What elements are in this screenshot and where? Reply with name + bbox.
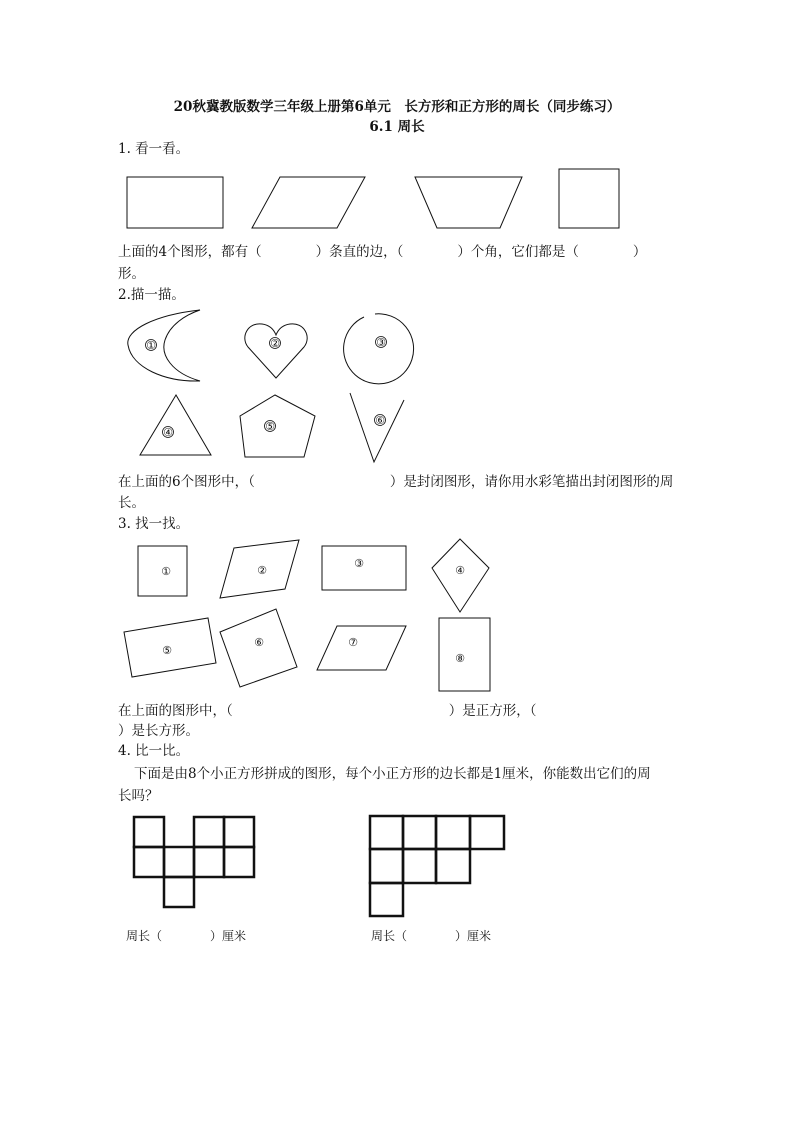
- q4-label: 4. 比一比。: [118, 743, 190, 759]
- q2-shape-crescent: [128, 310, 200, 381]
- q2-shape-triangle: [140, 395, 211, 455]
- q3-text-line1: 在上面的图形中，（ ）是正方形，（: [118, 703, 537, 719]
- q2-label: 2.描一描。: [118, 287, 185, 303]
- q4-answer-right: 周长（ ）厘米: [371, 929, 492, 943]
- q1-trapezoid: [415, 177, 522, 228]
- q2-num-5: ⑤: [265, 420, 275, 433]
- grid-cell: [403, 849, 436, 883]
- grid-cell: [403, 816, 436, 849]
- q2-num-3: ③: [376, 336, 386, 349]
- grid-cell: [370, 816, 403, 849]
- q3-num-8: ⑧: [455, 652, 465, 665]
- q4-figure-right: [370, 816, 504, 916]
- q2-shape-heart: [245, 324, 307, 378]
- q2-shape-open-v: [350, 393, 404, 462]
- grid-cell: [134, 847, 164, 877]
- grid-cell: [436, 849, 470, 883]
- grid-cell: [370, 883, 403, 916]
- q2-shape-pentagon: [240, 395, 315, 457]
- q2-num-6: ⑥: [375, 414, 385, 427]
- q1-text-line1: 上面的4个图形，都有（ ）条直的边，（ ）个角，它们都是（ ）: [118, 244, 647, 260]
- q1-square: [559, 169, 619, 228]
- q4-answer-left: 周长（ ）厘米: [126, 929, 247, 943]
- q1-label: 1. 看一看。: [118, 141, 190, 157]
- q3-shape-7: [317, 626, 406, 670]
- q3-num-5: ⑤: [162, 644, 172, 657]
- grid-cell: [134, 817, 164, 847]
- grid-cell: [164, 847, 194, 877]
- q3-label: 3. 找一找。: [118, 516, 190, 532]
- q3-num-2: ②: [257, 564, 267, 577]
- grid-cell: [224, 847, 254, 877]
- q3-num-7: ⑦: [348, 636, 358, 649]
- q2-num-2: ②: [270, 337, 280, 350]
- q2-text-line2: 长。: [118, 495, 145, 511]
- page-subtitle: 6.1 周长: [369, 119, 425, 135]
- q2-num-4: ④: [163, 426, 173, 439]
- grid-cell: [164, 877, 194, 907]
- q3-num-3: ③: [354, 557, 364, 570]
- q3-shape-3: [322, 546, 406, 590]
- q4-text-line2: 长吗？: [118, 788, 159, 804]
- grid-cell: [370, 849, 403, 883]
- page-title: 20秋冀教版数学三年级上册第6单元 长方形和正方形的周长（同步练习）: [173, 99, 621, 115]
- grid-cell: [194, 817, 224, 847]
- grid-cell: [436, 816, 470, 849]
- q3-num-6: ⑥: [254, 636, 264, 649]
- grid-cell: [224, 817, 254, 847]
- q3-text-line2: ）是长方形。: [118, 723, 199, 739]
- q3-num-4: ④: [455, 564, 465, 577]
- q2-text-line1: 在上面的6个图形中，（ ）是封闭图形，请你用水彩笔描出封闭图形的周: [118, 474, 674, 490]
- q4-text-line1: 下面是由8个小正方形拼成的图形，每个小正方形的边长都是1厘米，你能数出它们的周: [134, 766, 651, 782]
- q1-text-line2: 形。: [118, 266, 145, 282]
- q1-parallelogram: [252, 177, 365, 228]
- q3-num-1: ①: [161, 565, 171, 578]
- q1-rectangle: [127, 177, 223, 228]
- q2-num-1: ①: [146, 339, 156, 352]
- grid-cell: [470, 816, 504, 849]
- grid-cell: [194, 847, 224, 877]
- q4-figure-left: [134, 817, 254, 907]
